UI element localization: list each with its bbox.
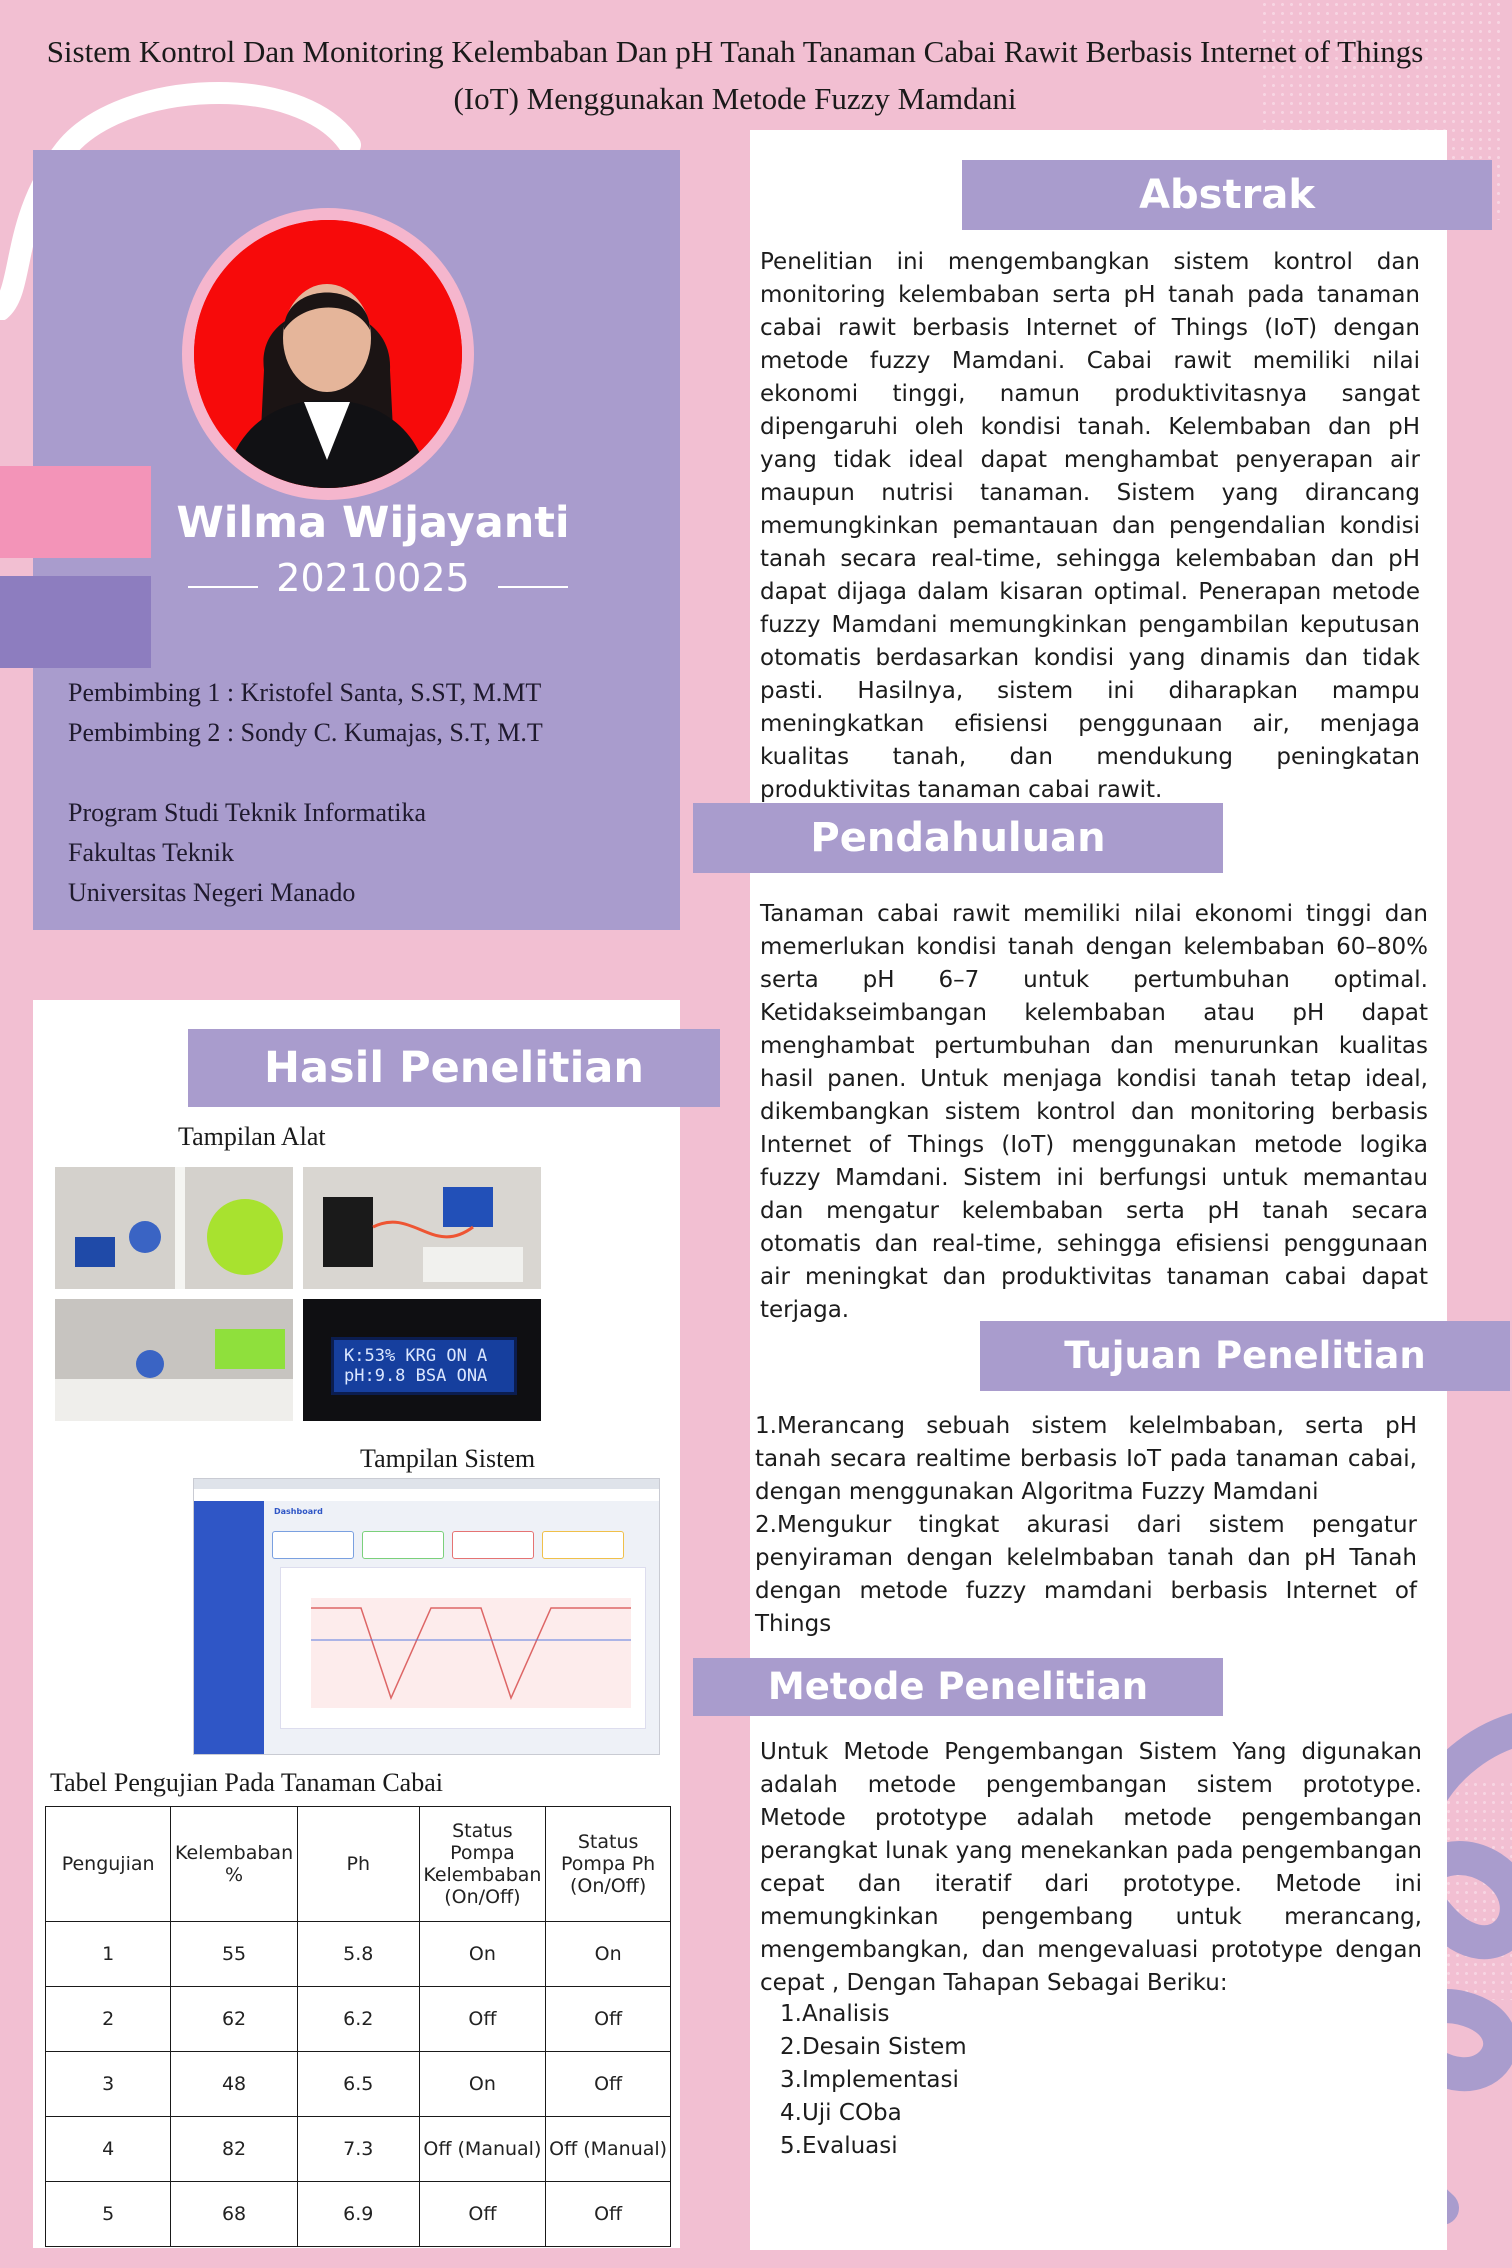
table-cell: 4 xyxy=(46,2117,171,2182)
objectives-heading: Tujuan Penelitian xyxy=(980,1321,1510,1391)
method-step: 4.Uji COba xyxy=(780,2100,902,2126)
table-cell: On xyxy=(546,1922,671,1987)
lcd-photo xyxy=(303,1299,541,1421)
method-step: 1.Analisis xyxy=(780,2001,890,2027)
table-cell: Off (Manual) xyxy=(419,2117,546,2182)
faculty: Fakultas Teknik xyxy=(68,838,234,867)
dashboard-main xyxy=(270,1505,652,1745)
device-caption: Tampilan Alat xyxy=(178,1122,326,1151)
table-row xyxy=(46,2052,671,2117)
test-table xyxy=(45,1806,671,2247)
supervisor-2: Pembimbing 2 : Sondy C. Kumajas, S.T, M.T xyxy=(68,718,543,747)
device-photo xyxy=(55,1167,293,1289)
table-cell: On xyxy=(419,1922,546,1987)
poster-title: Sistem Kontrol Dan Monitoring Kelembaban Dan pH Tanah Tanaman Cabai Rawit Berbasis Internet of Things (IoT) Menggunakan Metode Fuzzy Mamdani xyxy=(46,34,1424,116)
table-cell: On xyxy=(419,2052,546,2117)
table-cell: 82 xyxy=(171,2117,298,2182)
dashboard-sidebar xyxy=(194,1501,264,1754)
relay-photo xyxy=(303,1167,541,1289)
table-cell: Off xyxy=(419,1987,546,2052)
university: Universitas Negeri Manado xyxy=(68,878,356,907)
portrait-image xyxy=(194,220,462,488)
lcd-line-1: K:53% KRG ON A xyxy=(344,1346,488,1366)
table-cell: 48 xyxy=(171,2052,298,2117)
table-cell: Off (Manual) xyxy=(546,2117,671,2182)
table-cell: Off xyxy=(546,2182,671,2247)
table-cell: Off xyxy=(419,2182,546,2247)
table-cell: 3 xyxy=(46,2052,171,2117)
lcd-line-2: pH:9.8 BSA ONA xyxy=(344,1366,488,1386)
col-header: Pengujian xyxy=(46,1807,171,1922)
metric-card xyxy=(272,1531,354,1559)
introduction-text: Tanaman cabai rawit memiliki nilai ekonomi tinggi dan memerlukan kondisi tanah dengan kelembaban 60–80% serta pH 6–7 untuk pertumbuhan optimal. Ketidakseimbangan kelembaban atau pH dapat menghambat pertumbuhan dan menurunkan kualitas hasil panen. Untuk menjaga kondisi tanah tetap ideal, dikembangkan sistem kontrol dan monitoring berbasis Internet of Things (IoT) menggunakan metode logika fuzzy Mamdani. Sistem ini berfungsi untuk memantau dan mengatur kelembaban serta pH tanah secara otomatis dan real-time, sehingga efisiensi penggunaan air meningkat dan produktivitas tanaman cabai dapat terjaga. xyxy=(760,901,1428,1323)
table-cell: 6.2 xyxy=(297,1987,419,2052)
table-cell: 5.8 xyxy=(297,1922,419,1987)
table-cell: 6.5 xyxy=(297,2052,419,2117)
abstract-heading: Abstrak xyxy=(962,160,1492,230)
table-cell: 2 xyxy=(46,1987,171,2052)
table-cell: 62 xyxy=(171,1987,298,2052)
method-step: 3.Implementasi xyxy=(780,2067,959,2093)
author-name: Wilma Wijayanti xyxy=(176,498,570,548)
table-row xyxy=(46,1922,671,1987)
method-steps xyxy=(780,1998,967,2163)
table-cell: 7.3 xyxy=(297,2117,419,2182)
table-cell: Off xyxy=(546,2052,671,2117)
metric-card xyxy=(542,1531,624,1559)
objective-2: 2.Mengukur tingkat akurasi dari sistem pengatur penyiraman dengan kelelmbaban tanah dan pH Tanah dengan metode fuzzy mamdani berbasis Internet of Things xyxy=(755,1512,1417,1637)
metric-card xyxy=(452,1531,534,1559)
method-step: 5.Evaluasi xyxy=(780,2133,898,2159)
sensor-chart xyxy=(280,1567,646,1729)
method-text: Untuk Metode Pengembangan Sistem Yang digunakan adalah metode pengembangan sistem prototype. Metode prototype adalah metode pengembangan perangkat lunak yang menekankan pada pengembangan cepat dan iteratif dari prototype. Metode ini memungkinkan pengembang untuk merancang, mengembangkan, dan mengevaluasi prototype dengan cepat , Dengan Tahapan Sebagai Beriku: xyxy=(760,1739,1422,1996)
col-header: Status Pompa Kelembaban (On/Off) xyxy=(419,1807,546,1922)
introduction-heading: Pendahuluan xyxy=(693,803,1223,873)
lcd-screen xyxy=(331,1337,517,1395)
method-step: 2.Desain Sistem xyxy=(780,2034,967,2060)
divider-line xyxy=(498,586,568,588)
student-id: 20210025 xyxy=(276,556,470,600)
objective-1: 1.Merancang sebuah sistem kelelmbaban, serta pH tanah secara realtime berbasis IoT pada tanaman cabai, dengan menggunakan Algoritma Fuzzy Mamdani xyxy=(755,1413,1417,1505)
relay-photo-image xyxy=(303,1167,541,1289)
box-photo-image xyxy=(55,1299,293,1421)
method-heading: Metode Penelitian xyxy=(693,1658,1223,1716)
supervisor-1: Pembimbing 1 : Kristofel Santa, S.ST, M.MT xyxy=(68,678,542,707)
abstract-text: Penelitian ini mengembangkan sistem kontrol dan monitoring kelembaban serta pH tanah pada tanaman cabai rawit berbasis Internet of Things (IoT) dengan metode fuzzy Mamdani. Cabai rawit memiliki nilai ekonomi tinggi, namun produktivitasnya sangat dipengaruhi oleh kondisi tanah. Kelembaban dan pH yang tidak ideal dapat menghambat penyerapan air maupun nutrisi tanaman. Sistem yang dirancang memungkinkan pemantauan dan pengendalian kondisi tanah secara real-time, sehingga kelembaban dan pH dapat dijaga dalam kisaran optimal. Penerapan metode fuzzy Mamdani memungkinkan pengambilan keputusan otomatis berdasarkan kondisi yang dinamis dan tidak pasti. Hasilnya, sistem ini diharapkan mampu meningkatkan efisiensi penggunaan air, menjaga kualitas tanah, dan mendukung peningkatan produktivitas tanaman cabai rawit. xyxy=(760,249,1420,803)
study-program: Program Studi Teknik Informatika xyxy=(68,798,427,827)
table-cell: 55 xyxy=(171,1922,298,1987)
browser-urlbar xyxy=(194,1489,659,1501)
dashboard-title: Dashboard xyxy=(274,1507,323,1516)
table-row xyxy=(46,1987,671,2052)
table-cell: 5 xyxy=(46,2182,171,2247)
table-header-row xyxy=(46,1807,671,1922)
table-row xyxy=(46,2182,671,2247)
results-heading: Hasil Penelitian xyxy=(188,1029,720,1107)
table-cell: Off xyxy=(546,1987,671,2052)
system-caption: Tampilan Sistem xyxy=(360,1444,536,1473)
sensor-chart-plot xyxy=(281,1568,645,1728)
device-photo-image xyxy=(55,1167,293,1289)
dashboard-screenshot xyxy=(193,1478,660,1755)
col-header: Ph xyxy=(297,1807,419,1922)
table-cell: 6.9 xyxy=(297,2182,419,2247)
table-cell: 1 xyxy=(46,1922,171,1987)
col-header: Kelembaban % xyxy=(171,1807,298,1922)
table-caption: Tabel Pengujian Pada Tanaman Cabai xyxy=(50,1768,443,1797)
table-cell: 68 xyxy=(171,2182,298,2247)
browser-tabbar xyxy=(194,1479,659,1489)
col-header: Status Pompa Ph (On/Off) xyxy=(546,1807,671,1922)
metric-card xyxy=(362,1531,444,1559)
table-row xyxy=(46,2117,671,2182)
author-photo xyxy=(194,220,462,488)
box-photo xyxy=(55,1299,293,1421)
